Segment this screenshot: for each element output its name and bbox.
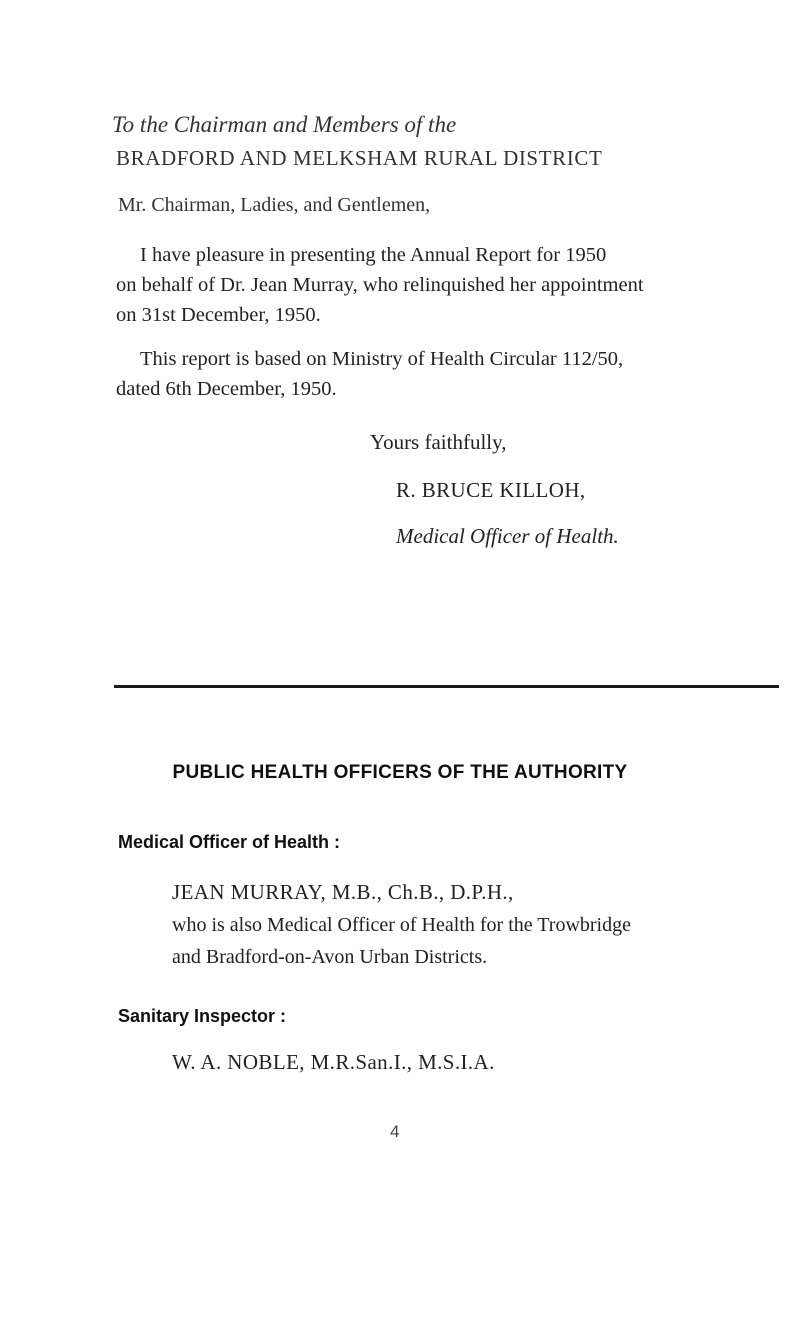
page-number: 4 bbox=[390, 1122, 400, 1141]
medical-officer-name: JEAN MURRAY, M.B., Ch.B., D.P.H., bbox=[172, 880, 514, 904]
medical-officer-note-line-2: and Bradford-on-Avon Urban Districts. bbox=[172, 946, 488, 968]
closing: Yours faithfully, bbox=[370, 430, 507, 454]
sanitary-inspector-name: W. A. NOBLE, M.R.San.I., M.S.I.A. bbox=[172, 1050, 495, 1074]
addressee-line: To the Chairman and Members of the bbox=[112, 112, 457, 137]
medical-officer-role: Medical Officer of Health : bbox=[118, 832, 341, 852]
paragraph-2-line-1: This report is based on Ministry of Health Circular 112/50, bbox=[140, 348, 624, 370]
medical-officer-note-line-1: who is also Medical Officer of Health for the Trowbridge bbox=[172, 914, 631, 936]
greeting: Mr. Chairman, Ladies, and Gentlemen, bbox=[118, 194, 431, 216]
paragraph-1-line-3: on 31st December, 1950. bbox=[116, 304, 321, 326]
paragraph-1-line-2: on behalf of Dr. Jean Murray, who relinquished her appointment bbox=[116, 274, 644, 296]
signer-name: R. BRUCE KILLOH, bbox=[396, 478, 586, 502]
paragraph-2-line-2: dated 6th December, 1950. bbox=[116, 378, 337, 400]
district-name: BRADFORD AND MELKSHAM RURAL DISTRICT bbox=[116, 146, 603, 170]
sanitary-inspector-role: Sanitary Inspector : bbox=[118, 1006, 287, 1026]
horizontal-rule bbox=[114, 685, 779, 688]
paragraph-1-line-1: I have pleasure in presenting the Annual Report for 1950 bbox=[140, 244, 607, 266]
section-heading: PUBLIC HEALTH OFFICERS OF THE AUTHORITY bbox=[172, 762, 628, 783]
signer-title: Medical Officer of Health. bbox=[396, 524, 619, 548]
